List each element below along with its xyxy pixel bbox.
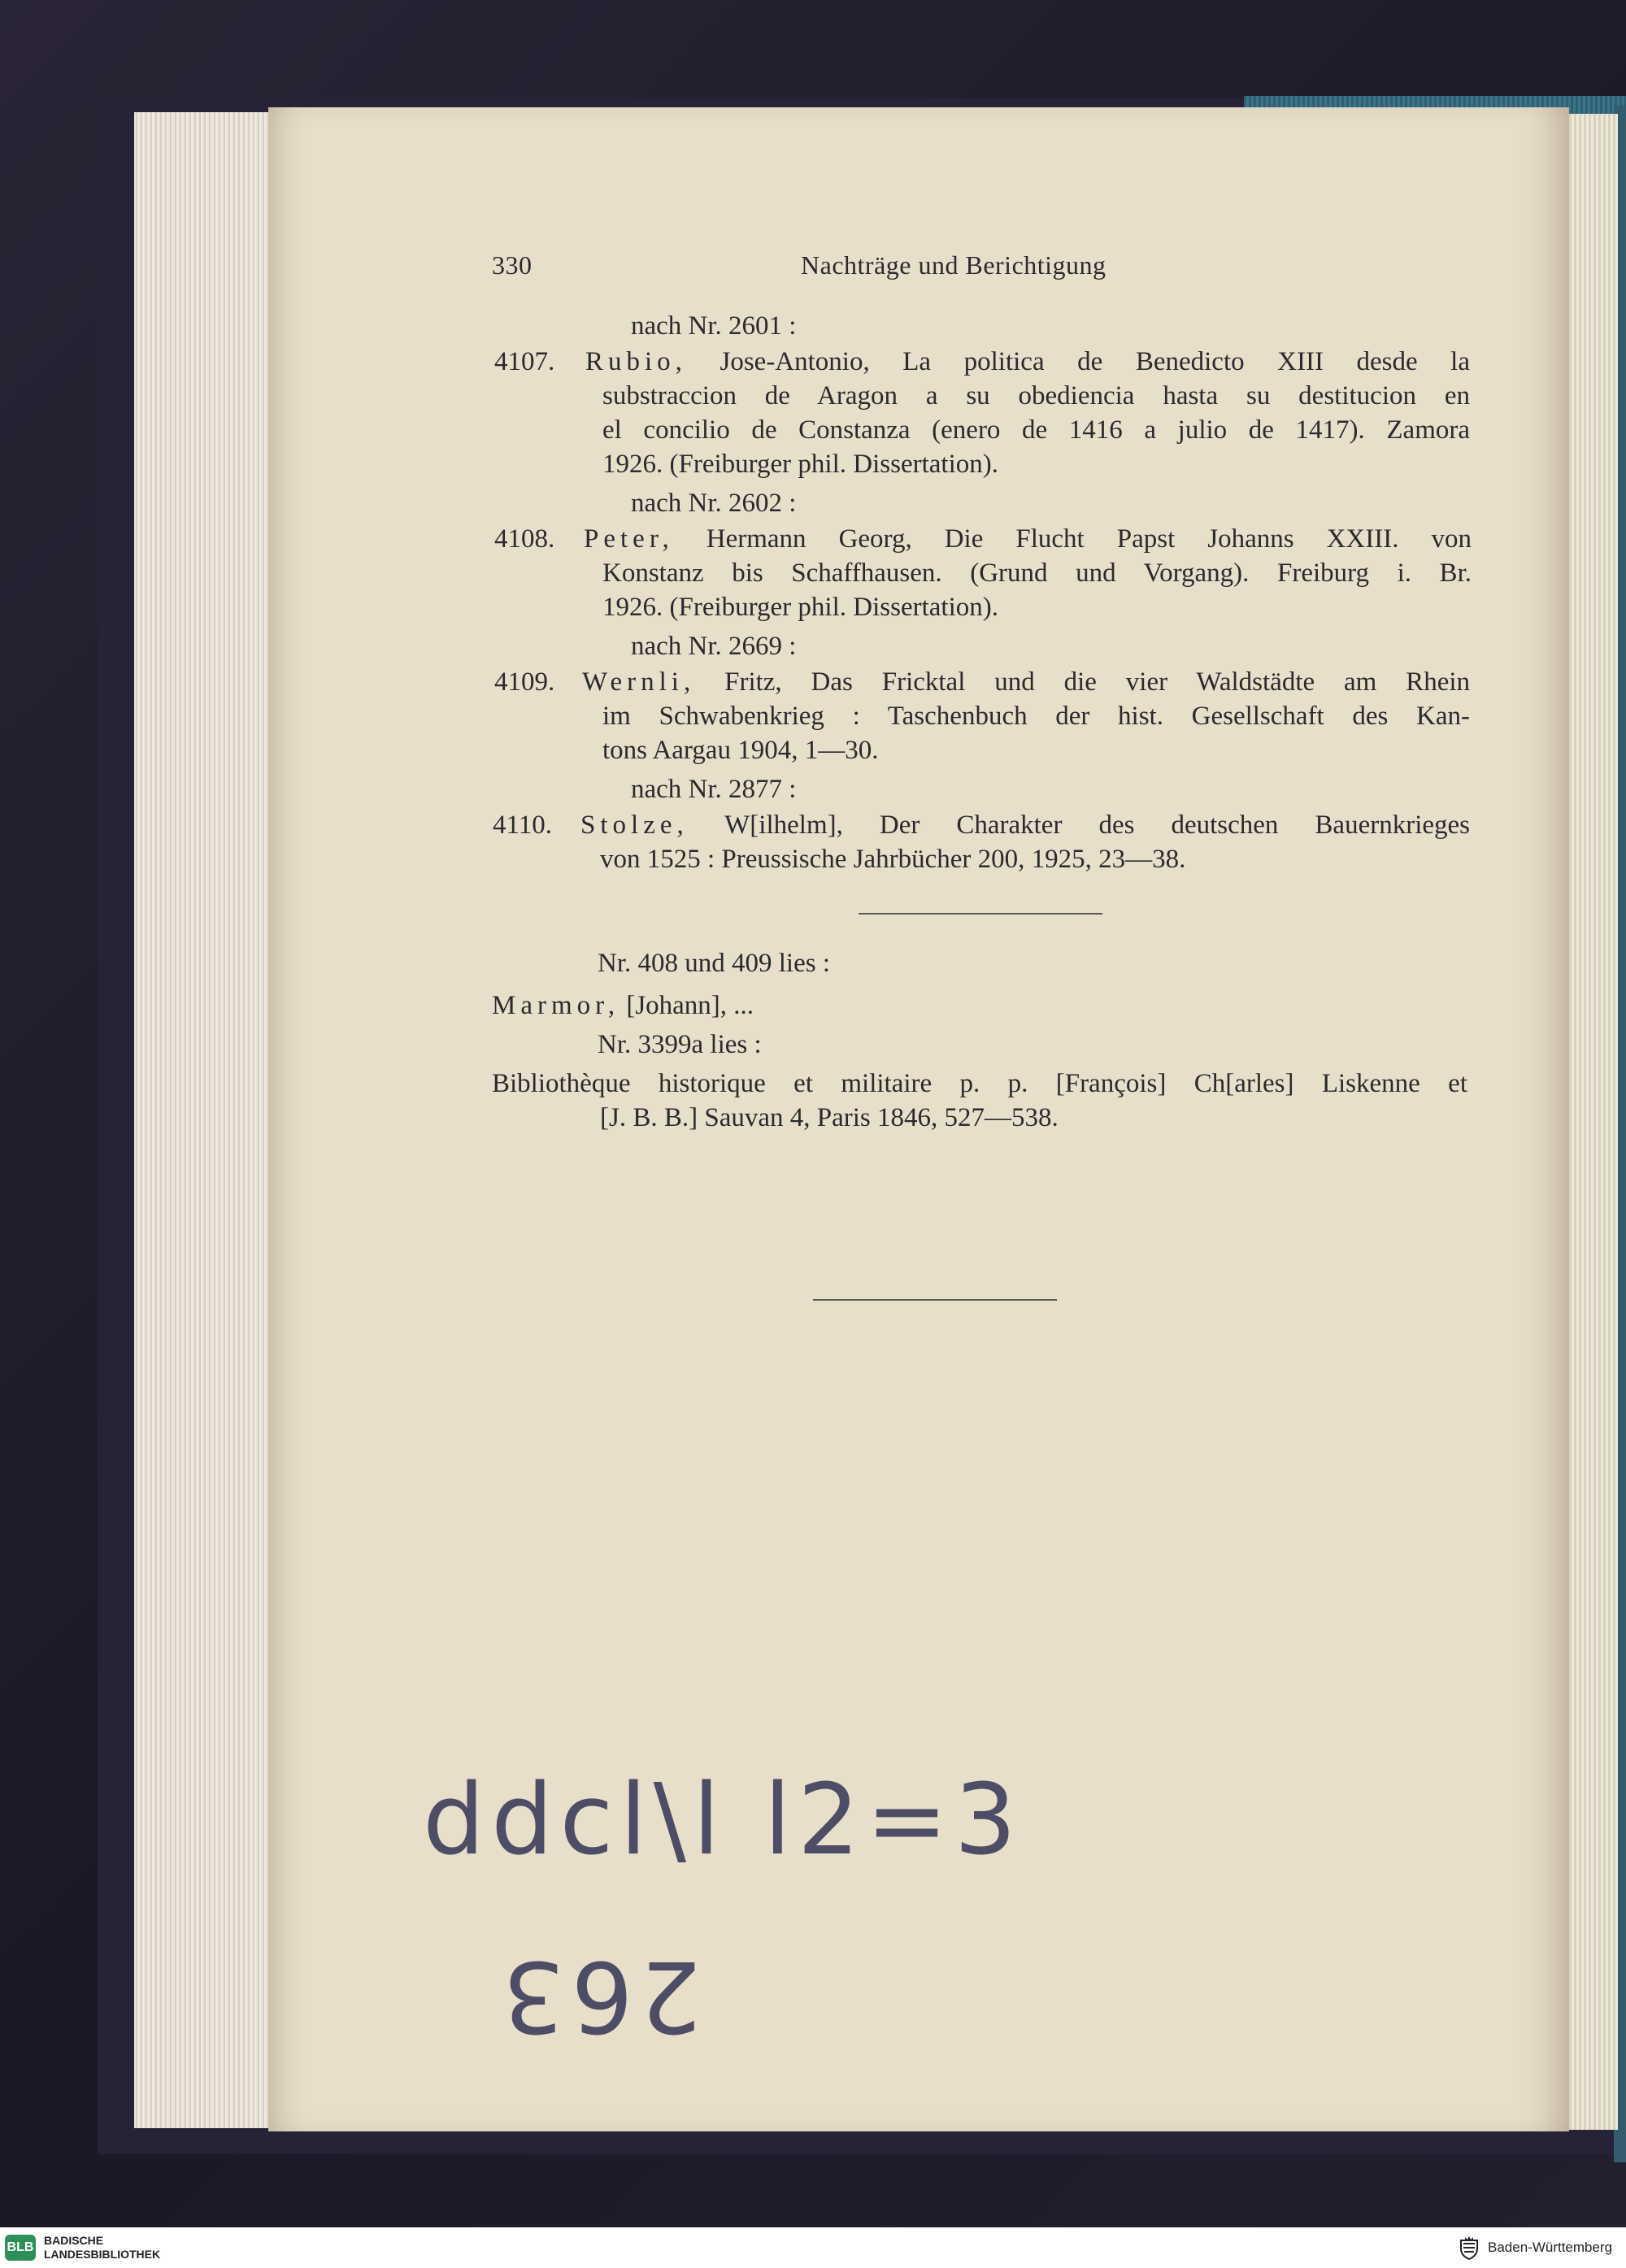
footer-bar [0,2227,1626,2268]
entry-text: W[ilhelm], Der Charakter des deutschen Bauernkrieges [724,810,1470,840]
entry-line: substraccion de Aragon a su obediencia hasta su destitucion en [602,381,1470,411]
correction-line [492,988,754,1023]
page-number: 330 [492,250,533,280]
entry-ref: nach Nr. 2877 : [631,775,797,804]
entry-number: 4110. [493,810,553,840]
page-fore-edge [1569,114,1618,2130]
coat-of-arms-icon [1458,2235,1480,2260]
entry-line: tons Aargau 1904, 1—30. [602,736,879,765]
correction-ref: Nr. 408 und 409 lies : [598,949,830,978]
blb-logo[interactable]: BLB [5,2235,36,2261]
entry-author: Rubio, [585,347,687,376]
correction-text: [Johann], ... [626,991,754,1020]
entry-number: 4107. [494,347,555,376]
page-stack-edges [134,112,272,2128]
entry-line: 1926. (Freiburger phil. Dissertation). [602,450,998,479]
state-name[interactable]: Baden-Württemberg [1488,2240,1613,2255]
handwritten-number: 263 [496,1939,702,2052]
entry-line [585,345,1470,379]
entry-line [582,665,1470,699]
entry-line [584,522,1472,556]
entry-number: 4108. [494,524,555,554]
entry-line: im Schwabenkrieg : Taschenbuch der hist. Gesellschaft des Kan- [602,702,1470,731]
entry-author: Peter, [584,524,674,554]
correction-line: [J. B. B.] Sauvan 4, Paris 1846, 527—538. [600,1103,1059,1132]
entry-ref: nach Nr. 2601 : [631,311,797,341]
entry-author: Wernli, [582,667,696,697]
running-title: Nachträge und Berichtigung [801,250,1106,280]
handwritten-shelfmark: ddcl\l l2=3 [423,1764,1024,1877]
library-name-line2: LANDESBIBLIOTHEK [44,2248,161,2261]
entry-line: von 1525 : Preussische Jahrbücher 200, 1925, 23—38. [600,845,1186,874]
end-divider [813,1299,1057,1301]
entry-line [580,808,1470,842]
entry-line: Konstanz bis Schaffhausen. (Grund und Vorgang). Freiburg i. Br. [602,558,1472,588]
entry-line: el concilio de Constanza (enero de 1416 a julio de 1417). Zamora [602,415,1470,445]
entry-author: Stolze, [580,810,689,840]
section-divider [859,913,1102,915]
entry-ref: nach Nr. 2669 : [631,632,797,661]
correction-ref: Nr. 3399a lies : [598,1030,762,1059]
library-name [44,2234,160,2261]
entry-line: 1926. (Freiburger phil. Dissertation). [602,593,998,622]
library-name-line1: BADISCHE [44,2234,104,2247]
entry-ref: nach Nr. 2602 : [631,489,797,518]
entry-number: 4109. [494,667,555,697]
correction-author: Marmor, [492,991,620,1020]
correction-line: Bibliothèque historique et militaire p. p. [François] Ch[arles] Liskenne et [492,1069,1467,1098]
entry-text: Hermann Georg, Die Flucht Papst Johanns XXIII. von [706,524,1472,554]
entry-text: Jose-Antonio, La politica de Benedicto XIII desde la [720,347,1470,376]
entry-text: Fritz, Das Fricktal und die vier Waldstädte am Rhein [724,667,1471,697]
